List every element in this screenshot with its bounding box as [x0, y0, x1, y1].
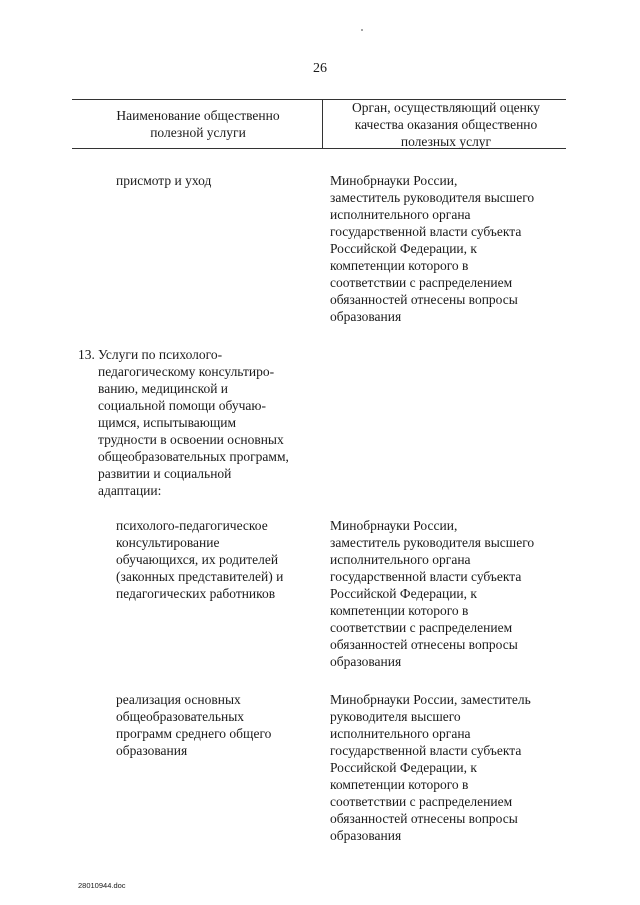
- text-line: образования: [330, 309, 402, 324]
- header-line: полезной услуги: [150, 125, 246, 140]
- text-line: трудности в освоении основных: [98, 432, 284, 447]
- document-footer: 28010944.doc: [78, 881, 126, 890]
- text-line: заместитель руководителя высшего: [330, 535, 535, 550]
- header-authority: [330, 99, 562, 150]
- text-line: ванию, медицинской и: [98, 381, 229, 396]
- text-line: образования: [330, 654, 402, 669]
- header-line: качества оказания общественно: [354, 117, 538, 132]
- text-line: присмотр и уход: [116, 173, 212, 188]
- text-line: исполнительного органа: [330, 207, 471, 222]
- text-line: руководителя высшего: [330, 709, 461, 724]
- page-number: 26: [313, 61, 327, 76]
- text-line: педагогических работников: [116, 586, 276, 601]
- text-line: государственной власти субъекта: [330, 743, 522, 758]
- text-line: Российской Федерации, к: [330, 760, 477, 775]
- text-line: социальной помощи обучаю-: [98, 398, 266, 413]
- header-line: Орган, осуществляющий оценку: [351, 100, 541, 115]
- row1-authority: [330, 172, 570, 325]
- text-line: психолого-педагогическое: [116, 518, 268, 533]
- text-line: Российской Федерации, к: [330, 241, 477, 256]
- text-line: Минобрнауки России,: [330, 518, 458, 533]
- text-line: общеобразовательных: [116, 709, 245, 724]
- header-line: полезных услуг: [400, 134, 492, 149]
- header-line: Наименование общественно: [116, 108, 280, 123]
- text-line: реализация основных: [116, 692, 241, 707]
- text-line: адаптации:: [98, 483, 162, 498]
- scan-speck: [361, 29, 363, 31]
- row3-service: [116, 691, 326, 759]
- text-line: Минобрнауки России, заместитель: [330, 692, 531, 707]
- text-line: обязанностей отнесены вопросы: [330, 811, 518, 826]
- text-line: исполнительного органа: [330, 552, 471, 567]
- text-line: щимся, испытывающим: [98, 415, 237, 430]
- item-number: 13.: [78, 347, 95, 362]
- text-line: (законных представителей) и: [116, 569, 284, 584]
- text-line: соответствии с распределением: [330, 620, 513, 635]
- text-line: компетенции которого в: [330, 603, 469, 618]
- text-line: соответствии с распределением: [330, 275, 513, 290]
- text-line: консультирование: [116, 535, 220, 550]
- table-header-divider: [322, 99, 323, 149]
- text-line: Российской Федерации, к: [330, 586, 477, 601]
- text-line: государственной власти субъекта: [330, 224, 522, 239]
- text-line: обязанностей отнесены вопросы: [330, 292, 518, 307]
- row2-authority: [330, 517, 570, 670]
- text-line: педагогическому консультиро-: [98, 364, 275, 379]
- text-line: образования: [116, 743, 188, 758]
- text-line: обучающихся, их родителей: [116, 552, 279, 567]
- text-line: обязанностей отнесены вопросы: [330, 637, 518, 652]
- text-line: заместитель руководителя высшего: [330, 190, 535, 205]
- text-line: исполнительного органа: [330, 726, 471, 741]
- row3-authority: [330, 691, 570, 844]
- text-line: государственной власти субъекта: [330, 569, 522, 584]
- text-line: общеобразовательных программ,: [98, 449, 289, 464]
- text-line: компетенции которого в: [330, 777, 469, 792]
- text-line: программ среднего общего: [116, 726, 272, 741]
- header-service-name: [80, 107, 316, 141]
- text-line: Минобрнауки России,: [330, 173, 458, 188]
- text-line: соответствии с распределением: [330, 794, 513, 809]
- text-line: Услуги по психолого-: [98, 347, 223, 362]
- row1-service: [116, 172, 326, 189]
- text-line: образования: [330, 828, 402, 843]
- item13-title: [98, 346, 328, 499]
- text-line: компетенции которого в: [330, 258, 469, 273]
- row2-service: [116, 517, 326, 602]
- text-line: развитии и социальной: [98, 466, 232, 481]
